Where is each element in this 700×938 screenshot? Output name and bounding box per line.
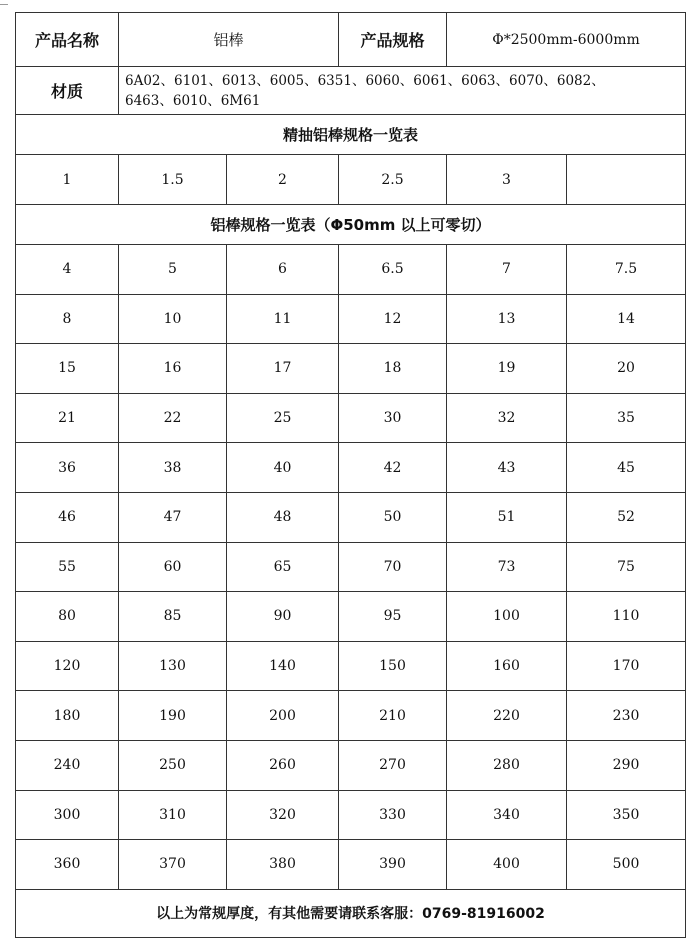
size-cell: 7 [447, 245, 567, 295]
size-cell: 18 [339, 344, 447, 394]
size-cell: 73 [447, 542, 567, 592]
size-cell: 95 [339, 592, 447, 642]
main-table-title: 铝棒规格一览表（Φ50mm 以上可零切） [16, 205, 686, 245]
size-cell: 400 [447, 840, 567, 890]
size-cell: 4 [16, 245, 119, 295]
material-line-1: 6A02、6101、6013、6005、6351、6060、6061、6063、6070、6082、 [125, 72, 605, 89]
size-cell: 25 [227, 393, 339, 443]
size-cell: 45 [567, 443, 686, 493]
main-table-body [16, 245, 686, 890]
size-cell: 290 [567, 740, 686, 790]
size-row [16, 840, 686, 890]
size-cell: 270 [339, 740, 447, 790]
size-cell: 150 [339, 641, 447, 691]
size-cell: 380 [227, 840, 339, 890]
size-cell: 20 [567, 344, 686, 394]
size-cell: 280 [447, 740, 567, 790]
size-cell: 220 [447, 691, 567, 741]
size-row [16, 344, 686, 394]
material-label: 材质 [16, 67, 119, 115]
size-row [16, 542, 686, 592]
size-cell: 330 [339, 790, 447, 840]
size-cell: 14 [567, 294, 686, 344]
size-cell: 320 [227, 790, 339, 840]
size-cell: 60 [119, 542, 227, 592]
fine-value-cell: 1.5 [119, 155, 227, 205]
size-cell: 15 [16, 344, 119, 394]
size-cell: 190 [119, 691, 227, 741]
size-cell: 48 [227, 492, 339, 542]
size-cell: 43 [447, 443, 567, 493]
size-cell: 160 [447, 641, 567, 691]
size-row [16, 294, 686, 344]
size-cell: 230 [567, 691, 686, 741]
material-line-2: 6463、6010、6M61 [125, 92, 261, 109]
fine-value-cell: 3 [447, 155, 567, 205]
size-cell: 350 [567, 790, 686, 840]
size-cell: 6.5 [339, 245, 447, 295]
fine-values-row [16, 155, 686, 205]
spec-value: Φ*2500mm-6000mm [447, 13, 686, 67]
size-row [16, 393, 686, 443]
size-cell: 90 [227, 592, 339, 642]
footer-note: 以上为常规厚度，有其他需要请联系客服：0769-81916002 [16, 889, 686, 937]
size-cell: 10 [119, 294, 227, 344]
size-cell: 80 [16, 592, 119, 642]
fine-value-cell: 2.5 [339, 155, 447, 205]
fine-value-cell: 2 [227, 155, 339, 205]
size-cell: 35 [567, 393, 686, 443]
spec-sheet [15, 12, 685, 938]
size-cell: 180 [16, 691, 119, 741]
spec-label: 产品规格 [339, 13, 447, 67]
size-cell: 32 [447, 393, 567, 443]
size-cell: 340 [447, 790, 567, 840]
size-row [16, 245, 686, 295]
size-cell: 300 [16, 790, 119, 840]
size-row [16, 740, 686, 790]
size-cell: 51 [447, 492, 567, 542]
size-cell: 100 [447, 592, 567, 642]
size-cell: 260 [227, 740, 339, 790]
size-cell: 140 [227, 641, 339, 691]
size-cell: 70 [339, 542, 447, 592]
size-row [16, 443, 686, 493]
size-row [16, 691, 686, 741]
main-table-title-row [16, 205, 686, 245]
fine-value-cell: 1 [16, 155, 119, 205]
size-cell: 19 [447, 344, 567, 394]
header-row [16, 13, 686, 67]
size-cell: 310 [119, 790, 227, 840]
size-cell: 7.5 [567, 245, 686, 295]
size-cell: 250 [119, 740, 227, 790]
size-cell: 17 [227, 344, 339, 394]
size-cell: 65 [227, 542, 339, 592]
size-row [16, 592, 686, 642]
material-values [119, 67, 686, 115]
size-cell: 52 [567, 492, 686, 542]
size-cell: 42 [339, 443, 447, 493]
size-cell: 75 [567, 542, 686, 592]
size-cell: 36 [16, 443, 119, 493]
size-cell: 12 [339, 294, 447, 344]
size-cell: 30 [339, 393, 447, 443]
fine-table-title: 精抽铝棒规格一览表 [16, 115, 686, 155]
size-cell: 240 [16, 740, 119, 790]
product-name-value: 铝棒 [119, 13, 339, 67]
size-cell: 120 [16, 641, 119, 691]
size-cell: 55 [16, 542, 119, 592]
size-cell: 13 [447, 294, 567, 344]
size-cell: 46 [16, 492, 119, 542]
size-row [16, 790, 686, 840]
size-cell: 40 [227, 443, 339, 493]
spec-table [15, 12, 686, 938]
corner-mark [0, 0, 8, 5]
size-cell: 11 [227, 294, 339, 344]
size-cell: 47 [119, 492, 227, 542]
size-cell: 6 [227, 245, 339, 295]
size-cell: 370 [119, 840, 227, 890]
size-cell: 22 [119, 393, 227, 443]
size-cell: 50 [339, 492, 447, 542]
size-cell: 38 [119, 443, 227, 493]
size-cell: 21 [16, 393, 119, 443]
footer-row [16, 889, 686, 937]
product-name-label: 产品名称 [16, 13, 119, 67]
size-cell: 210 [339, 691, 447, 741]
size-cell: 170 [567, 641, 686, 691]
size-cell: 16 [119, 344, 227, 394]
material-row [16, 67, 686, 115]
size-cell: 360 [16, 840, 119, 890]
size-row [16, 492, 686, 542]
size-cell: 200 [227, 691, 339, 741]
size-cell: 110 [567, 592, 686, 642]
fine-value-cell [567, 155, 686, 205]
size-cell: 390 [339, 840, 447, 890]
size-cell: 5 [119, 245, 227, 295]
size-cell: 85 [119, 592, 227, 642]
size-cell: 130 [119, 641, 227, 691]
size-cell: 8 [16, 294, 119, 344]
size-row [16, 641, 686, 691]
fine-table-title-row [16, 115, 686, 155]
size-cell: 500 [567, 840, 686, 890]
